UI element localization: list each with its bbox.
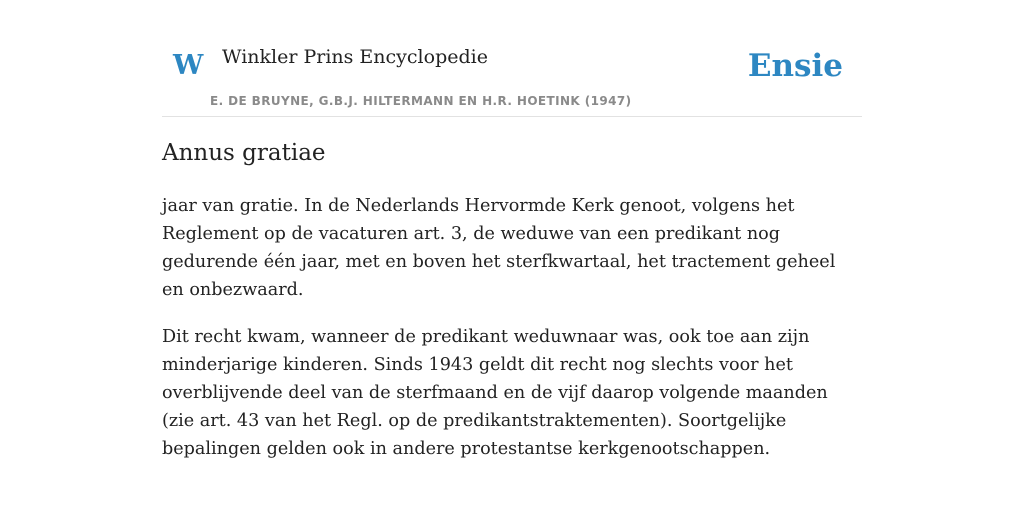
article-paragraph: jaar van gratie. In de Nederlands Hervormde Kerk genoot, volgens het Reglement op de vacaturen art. 3, de weduwe van een predikant nog gedurende één jaar, met en boven het sterfkwartaal, het tractement geheel en onbezwaard.: [162, 196, 836, 300]
ensie-logo-link[interactable]: Ensie: [747, 48, 843, 84]
article-title: Annus gratiae: [162, 140, 326, 166]
article-paragraph: Dit recht kwam, wanneer de predikant weduwnaar was, ook toe aan zijn minderjarige kinderen. Sinds 1943 geldt dit recht nog slechts voor het overblijvende deel van de sterfmaand en de vijf daarop volgende maanden (zie art. 43 van het Regl. op de predikantstraktementen). Soortgelijke bepalingen gelden ook in andere protestantse kerkgenootschappen.: [162, 327, 828, 459]
article-body: [162, 192, 862, 482]
encyclopedia-logo[interactable]: W: [173, 50, 204, 81]
encyclopedia-title-link[interactable]: Winkler Prins Encyclopedie: [222, 46, 488, 68]
header: [162, 0, 862, 117]
page: [162, 0, 862, 459]
authors-credit: E. DE BRUYNE, G.B.J. HILTERMANN EN H.R. HOETINK (1947): [210, 94, 632, 108]
